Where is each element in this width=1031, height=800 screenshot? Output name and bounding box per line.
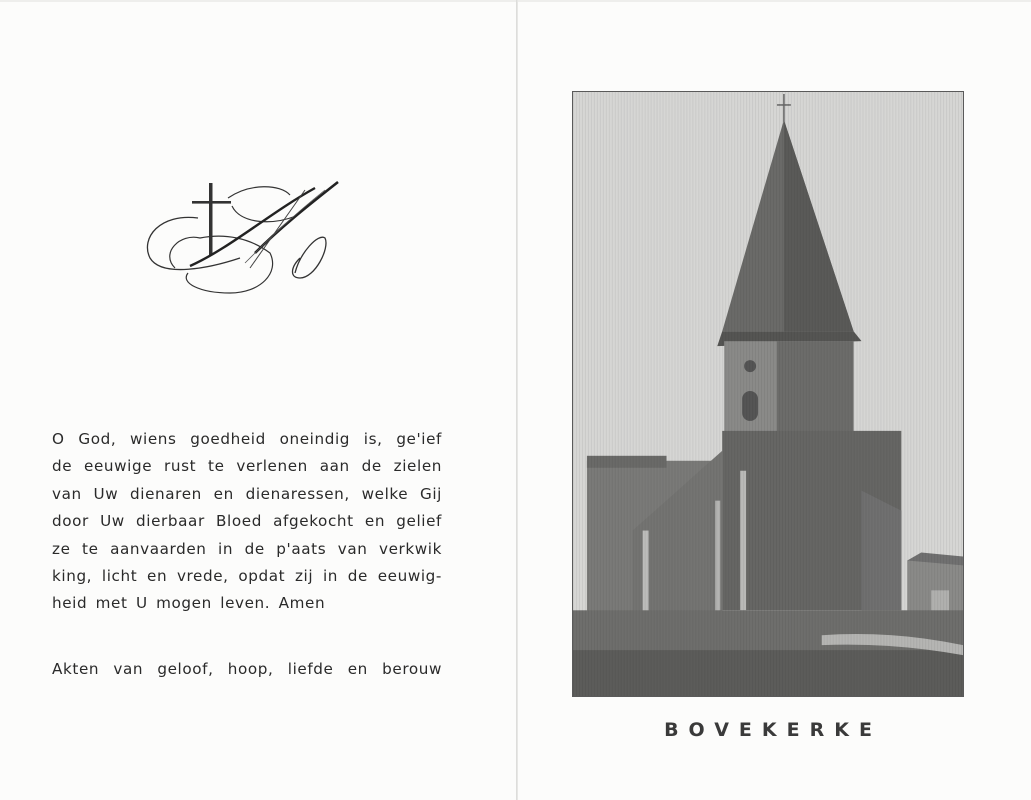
prayer-line: van Uw dienaren en dienaressen, welke Gij <box>52 484 442 503</box>
acts-text: Akten van geloof, hoop, liefde en berouw <box>52 660 442 678</box>
place-name: BOVEKERKE <box>664 719 882 741</box>
prayer-line: king, licht en vrede, opdat zij in de eeuwig- <box>52 567 442 586</box>
prayer-line: de eeuwige rust te verlenen aan de zielen <box>52 457 442 476</box>
church-photo <box>572 91 964 697</box>
cross-monogram-icon <box>140 178 355 308</box>
prayer-line: O God, wiens goedheid oneindig is, ge'ief <box>52 430 442 448</box>
prayer-text <box>52 426 442 618</box>
prayer-line: heid met U mogen leven. Amen <box>52 594 326 613</box>
prayer-line: door Uw dierbaar Bloed afgekocht en gelief <box>52 512 442 531</box>
prayer-line: ze te aanvaarden in de p'aats van verkwik <box>52 539 442 558</box>
